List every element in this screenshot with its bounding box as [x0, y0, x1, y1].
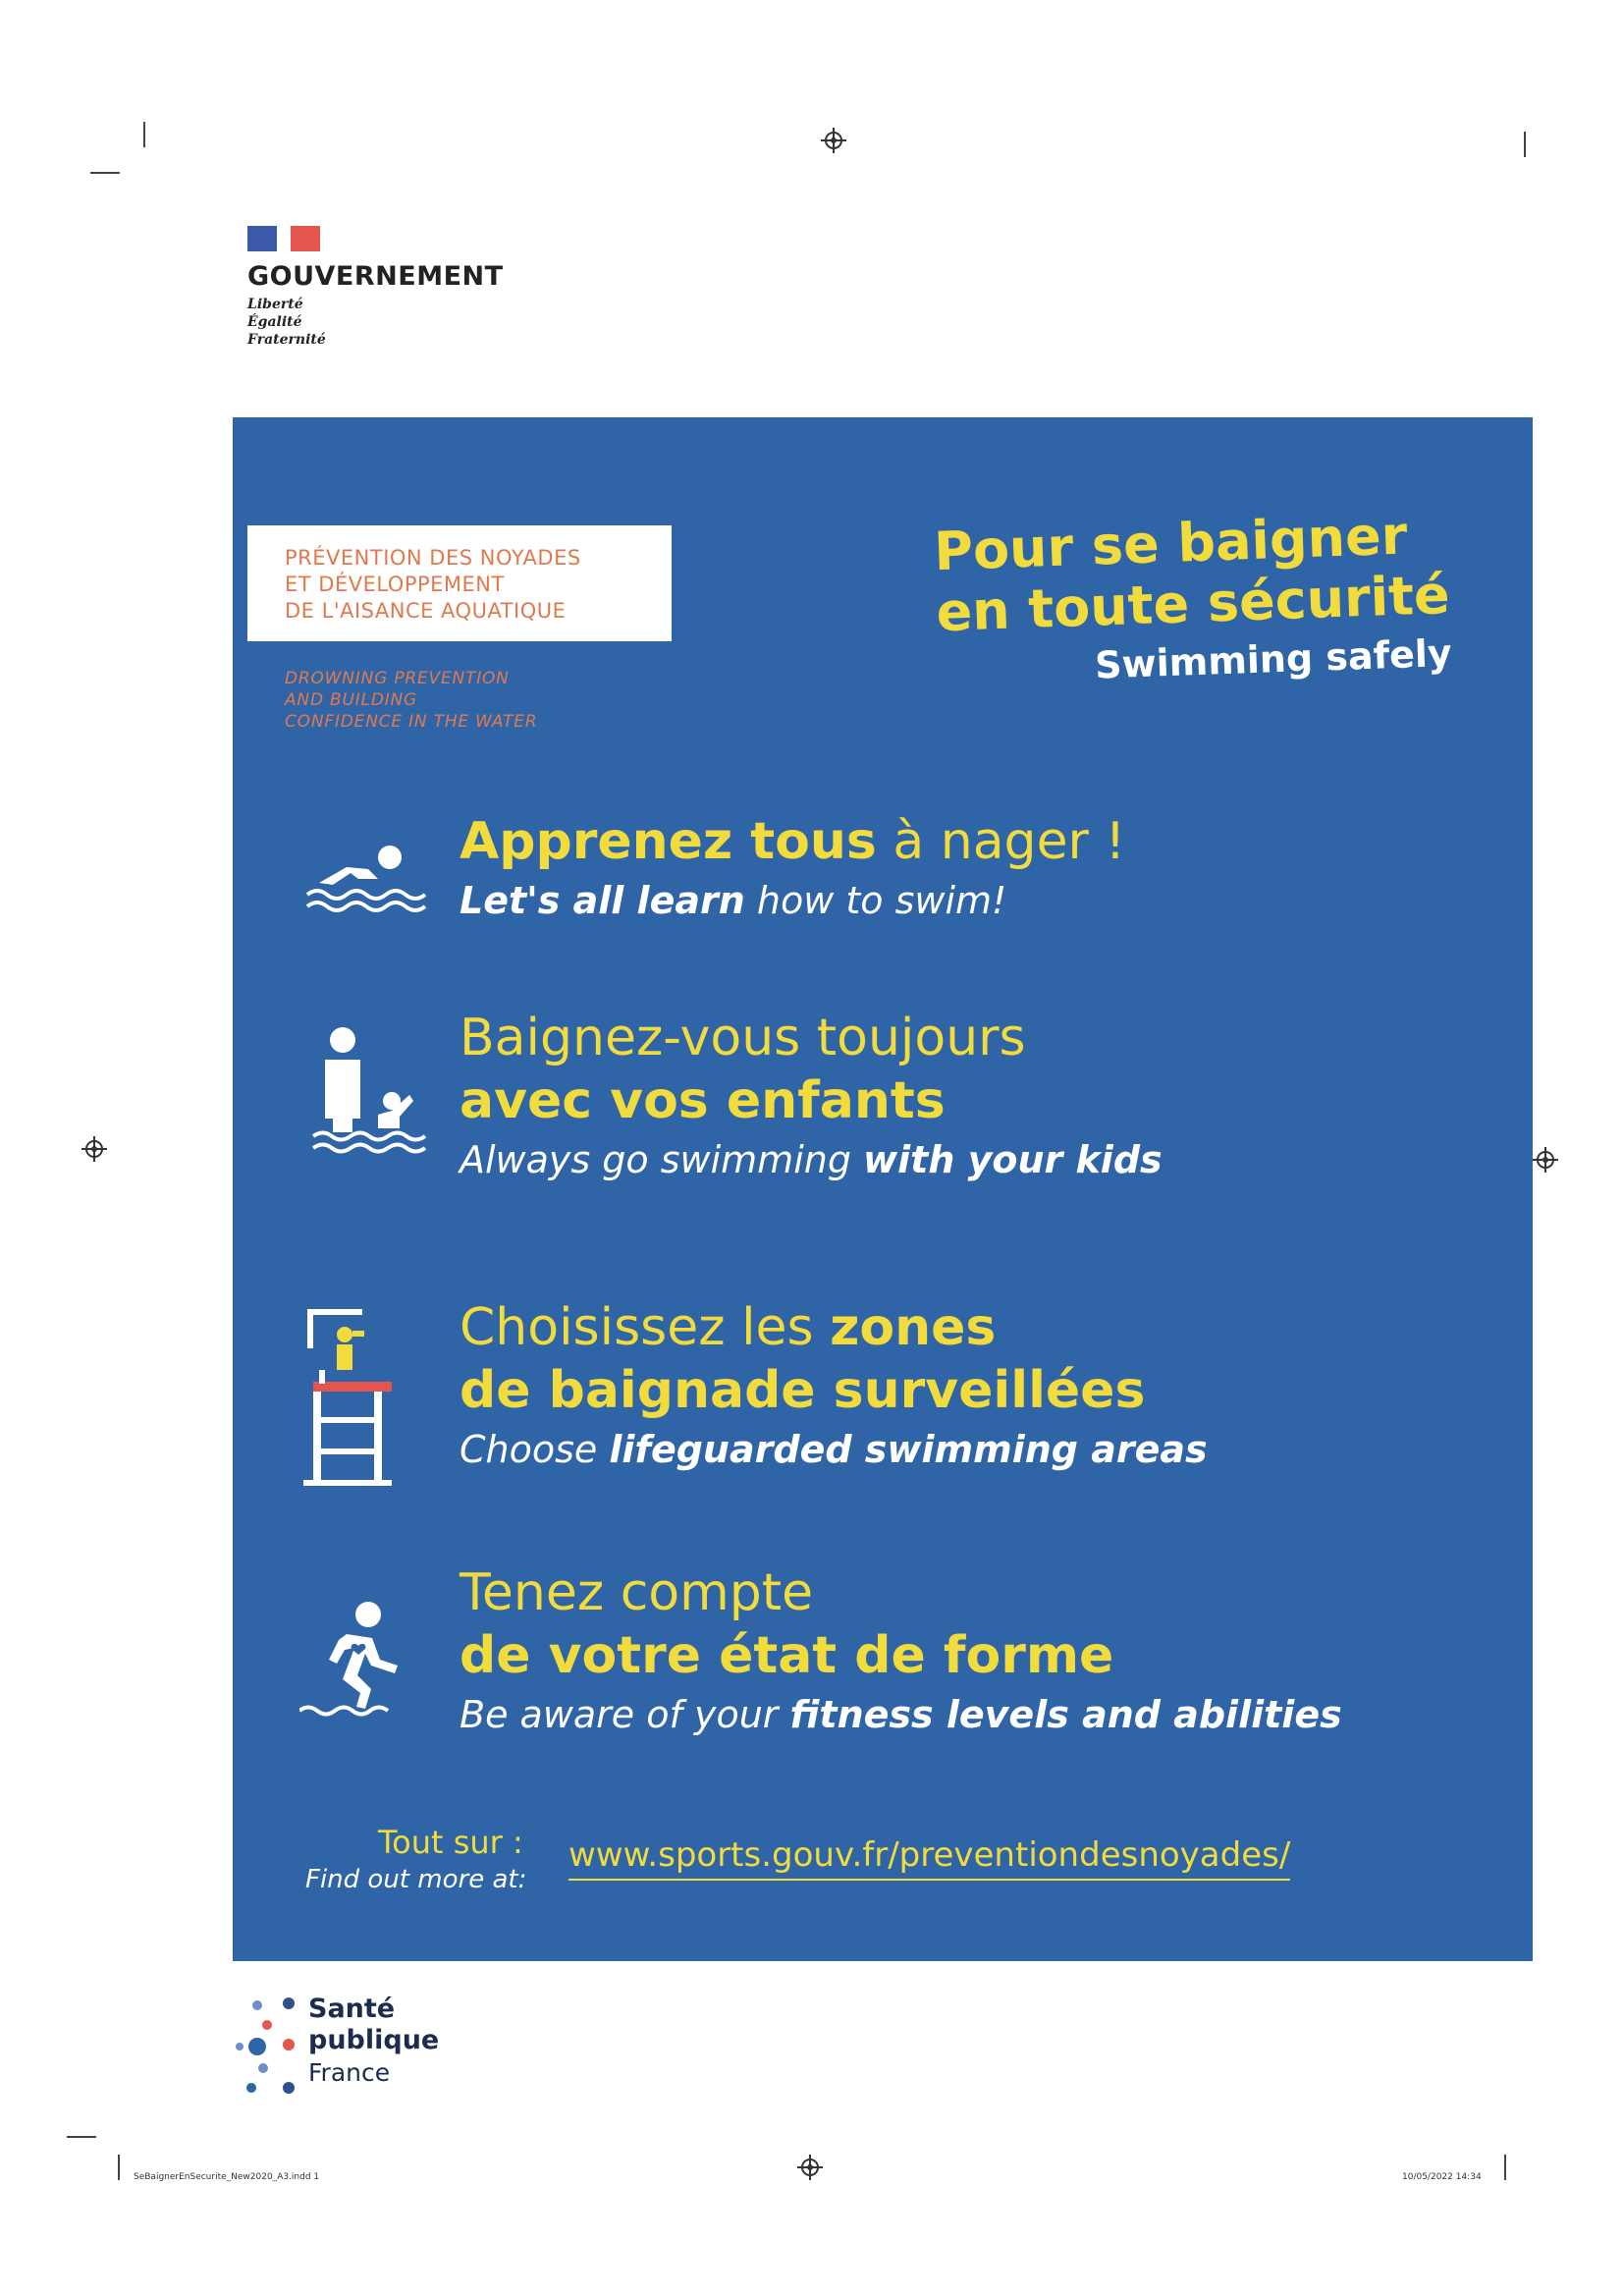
tagline-fr-line: ET DÉVELOPPEMENT — [285, 573, 505, 596]
tagline-fr-line: DE L'AISANCE AQUATIQUE — [285, 599, 567, 623]
advice-en — [460, 873, 1125, 928]
headline — [933, 504, 1452, 692]
advice-en — [460, 1422, 1208, 1477]
advice-fr — [460, 810, 1125, 873]
tagline-en-line: AND BUILDING — [285, 690, 418, 710]
advice-fr-bold: de votre état de forme — [460, 1626, 1114, 1685]
advice-fr-line2 — [460, 1069, 1163, 1132]
spf-sante: Santé — [308, 1994, 396, 2024]
tagline-en-line: DROWNING PREVENTION — [285, 669, 510, 688]
headline-fr-line1: Pour se baigner — [933, 504, 1409, 583]
government-logo — [247, 226, 504, 349]
advice-fr-rest: Choisissez les — [460, 1298, 831, 1357]
tagline-fr-line: PRÉVENTION DES NOYADES — [285, 546, 581, 570]
crop-mark — [1504, 2155, 1506, 2180]
advice-fr-line2 — [460, 1359, 1208, 1422]
motto-fraternite: Fraternité — [247, 332, 326, 348]
spf-publique: publique — [308, 2025, 440, 2055]
spf-france: France — [308, 2058, 391, 2087]
runner-heart-icon — [299, 1601, 407, 1728]
lifeguard-chair-icon — [303, 1301, 402, 1488]
poster-panel — [233, 417, 1533, 1961]
tagline-fr-box — [247, 525, 672, 641]
advice-en-bold: with your kids — [863, 1138, 1163, 1181]
crop-mark — [1524, 132, 1526, 157]
headline-fr-line2: en toute sécurité — [935, 563, 1451, 644]
advice-en-bold: Let's all learn — [460, 879, 745, 922]
advice-en-rest: Always go swimming — [460, 1138, 864, 1181]
advice-text — [460, 1561, 1342, 1742]
advice-fr-bold: zones — [830, 1298, 997, 1357]
french-flag-icon — [247, 226, 504, 251]
advice-fr-line1 — [460, 1296, 1208, 1359]
advice-fr-line1: Baignez-vous toujours — [460, 1009, 1026, 1067]
registration-mark-icon — [1537, 1151, 1554, 1169]
date-slug: 10/05/2022 14:34 — [1402, 2172, 1482, 2182]
parent-child-icon — [311, 1026, 429, 1164]
motto-egalite: Égalité — [247, 314, 302, 330]
tagline-en — [285, 668, 537, 733]
advice-fr-line1: Tenez compte — [460, 1563, 814, 1622]
advice-en — [460, 1687, 1342, 1742]
advice-fr-bold: de baignade surveillées — [460, 1361, 1146, 1420]
sante-publique-france-logo — [228, 1994, 454, 2111]
government-motto — [247, 296, 504, 349]
advice-en-rest: how to swim! — [744, 879, 1007, 922]
advice-text — [460, 810, 1125, 928]
advice-fr-line2 — [460, 1624, 1342, 1687]
advice-en-bold: fitness levels and abilities — [789, 1693, 1342, 1736]
website-link[interactable]: www.sports.gouv.fr/preventiondesnoyades/ — [568, 1835, 1290, 1881]
tagline-en-line: CONFIDENCE IN THE WATER — [285, 712, 538, 732]
advice-fr-bold: avec vos enfants — [460, 1071, 946, 1130]
sante-publique-dots-icon — [228, 1994, 306, 2111]
tout-sur-label: Tout sur : — [378, 1824, 523, 1861]
advice-text — [460, 1296, 1208, 1477]
government-name: GOUVERNEMENT — [247, 261, 504, 292]
headline-en: Swimming safely — [1094, 630, 1453, 687]
crop-mark — [143, 122, 145, 147]
swimmer-icon — [299, 840, 427, 918]
motto-liberte: Liberté — [247, 297, 303, 312]
crop-mark — [67, 2136, 96, 2138]
advice-text — [460, 1007, 1163, 1187]
file-slug: SeBaignerEnSecurite_New2020_A3.indd 1 — [134, 2172, 320, 2182]
crop-mark — [118, 2155, 120, 2180]
advice-en-rest: Choose — [460, 1428, 610, 1471]
advice-fr-bold: Apprenez tous — [460, 812, 877, 871]
advice-en — [460, 1132, 1163, 1187]
registration-mark-icon — [801, 2159, 819, 2176]
crop-mark — [90, 172, 120, 174]
advice-en-bold: lifeguarded swimming areas — [609, 1428, 1208, 1471]
registration-mark-icon — [85, 1140, 103, 1158]
advice-fr-rest: à nager ! — [876, 812, 1126, 871]
advice-en-rest: Be aware of your — [460, 1693, 790, 1736]
registration-mark-icon — [825, 132, 842, 149]
find-out-label: Find out more at: — [305, 1865, 527, 1894]
